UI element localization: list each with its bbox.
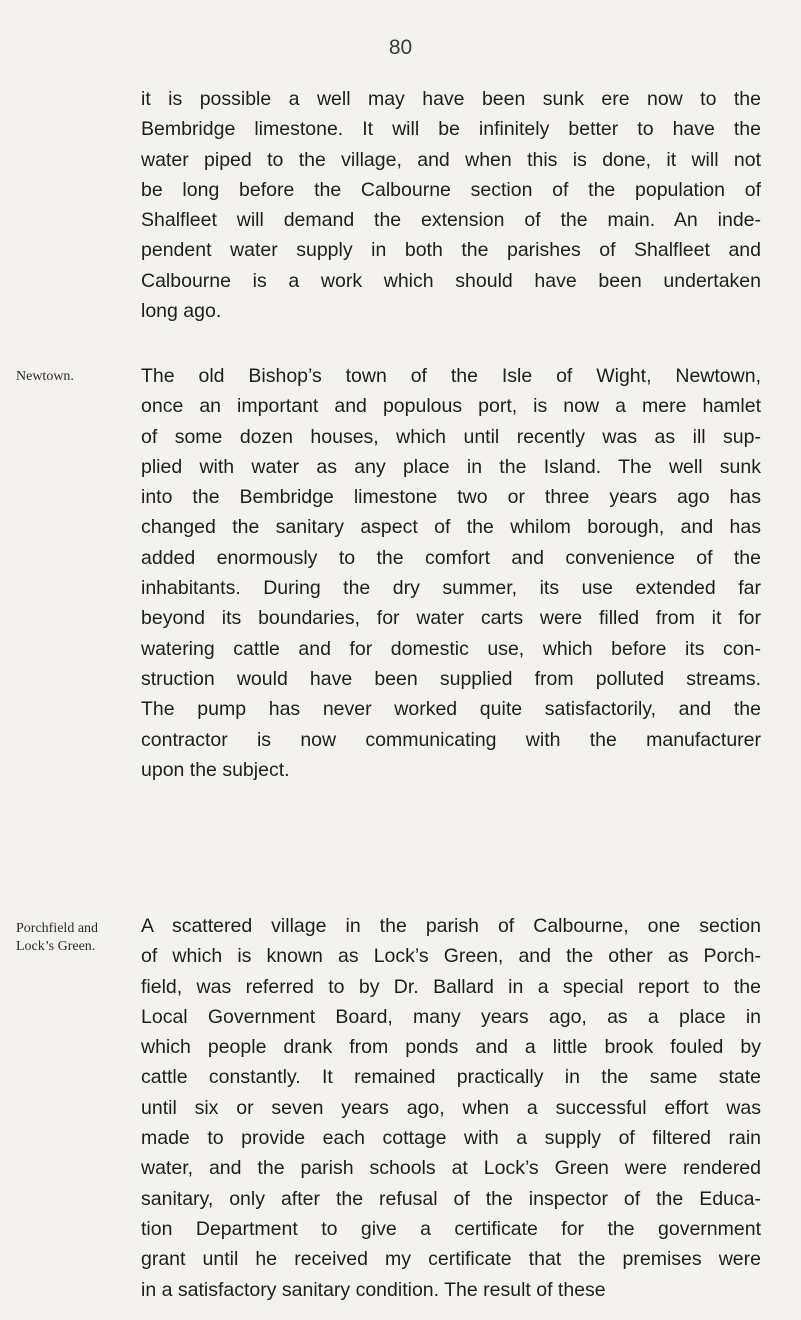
text-line: field, was referred to by Dr. Ballard in a special report to the xyxy=(141,975,761,998)
text-line: watering cattle and for domestic use, which before its con- xyxy=(141,637,761,660)
text-line: Local Government Board, many years ago, as a place in xyxy=(141,1005,761,1028)
text-line: beyond its boundaries, for water carts were filled from it for xyxy=(141,607,761,630)
text-line: once an important and populous port, is now a mere hamlet xyxy=(141,395,761,418)
text-line: into the Bembridge limestone two or three years ago has xyxy=(141,486,761,509)
margin-note-line: Porchfield and xyxy=(16,921,99,936)
text-line: inhabitants. During the dry summer, its use extended far xyxy=(141,577,761,600)
paragraph-continuation xyxy=(141,84,761,326)
text-line: sanitary, only after the refusal of the inspector of the Educa- xyxy=(141,1187,761,1210)
margin-note-line: Newtown. xyxy=(16,369,74,384)
text-line: Bembridge limestone. It will be infinitely better to have the xyxy=(141,118,761,141)
text-line: of some dozen houses, which until recently was as ill sup- xyxy=(141,425,761,448)
text-line: grant until he received my certificate that the premises were xyxy=(141,1248,761,1271)
text-line: tion Department to give a certificate for the government xyxy=(141,1217,761,1240)
text-line: water, and the parish schools at Lock’s Green were rendered xyxy=(141,1157,761,1180)
text-line: water piped to the village, and when this is done, it will not xyxy=(141,148,761,171)
text-line: of which is known as Lock’s Green, and the other as Porch- xyxy=(141,945,761,968)
text-line: The pump has never worked quite satisfactorily, and the xyxy=(141,698,761,721)
text-line: added enormously to the comfort and convenience of the xyxy=(141,546,761,569)
text-line: changed the sanitary aspect of the whilom borough, and has xyxy=(141,516,761,539)
text-line: Shalfleet will demand the extension of the main. An inde- xyxy=(141,209,761,232)
text-line: upon the subject. xyxy=(141,758,290,781)
text-line: struction would have been supplied from polluted streams. xyxy=(141,667,761,690)
text-line: made to provide each cottage with a supply of filtered rain xyxy=(141,1127,761,1150)
text-line: in a satisfactory sanitary condition. The result of these xyxy=(141,1278,606,1301)
margin-note-porchfield xyxy=(16,920,128,956)
margin-note-newtown xyxy=(16,368,128,386)
text-line: until six or seven years ago, when a successful effort was xyxy=(141,1096,761,1119)
page-number: 80 xyxy=(388,36,413,59)
text-line: pendent water supply in both the parishes of Shalfleet and xyxy=(141,239,761,262)
paragraph-porchfield xyxy=(141,911,761,1305)
paragraph-newtown xyxy=(141,361,761,785)
text-line: A scattered village in the parish of Calbourne, one section xyxy=(141,915,761,937)
text-line: be long before the Calbourne section of the population of xyxy=(141,178,761,201)
text-line: which people drank from ponds and a little brook fouled by xyxy=(141,1036,761,1059)
text-line: plied with water as any place in the Island. The well sunk xyxy=(141,455,761,478)
text-line: cattle constantly. It remained practically in the same state xyxy=(141,1066,761,1089)
text-line: Calbourne is a work which should have been undertaken xyxy=(141,269,761,292)
margin-note-line: Lock’s Green. xyxy=(16,939,96,954)
text-line: contractor is now communicating with the manufacturer xyxy=(141,728,761,751)
text-line: long ago. xyxy=(141,300,222,323)
text-line: it is possible a well may have been sunk ere now to the xyxy=(141,88,761,110)
text-line: The old Bishop’s town of the Isle of Wight, Newtown, xyxy=(141,365,761,387)
